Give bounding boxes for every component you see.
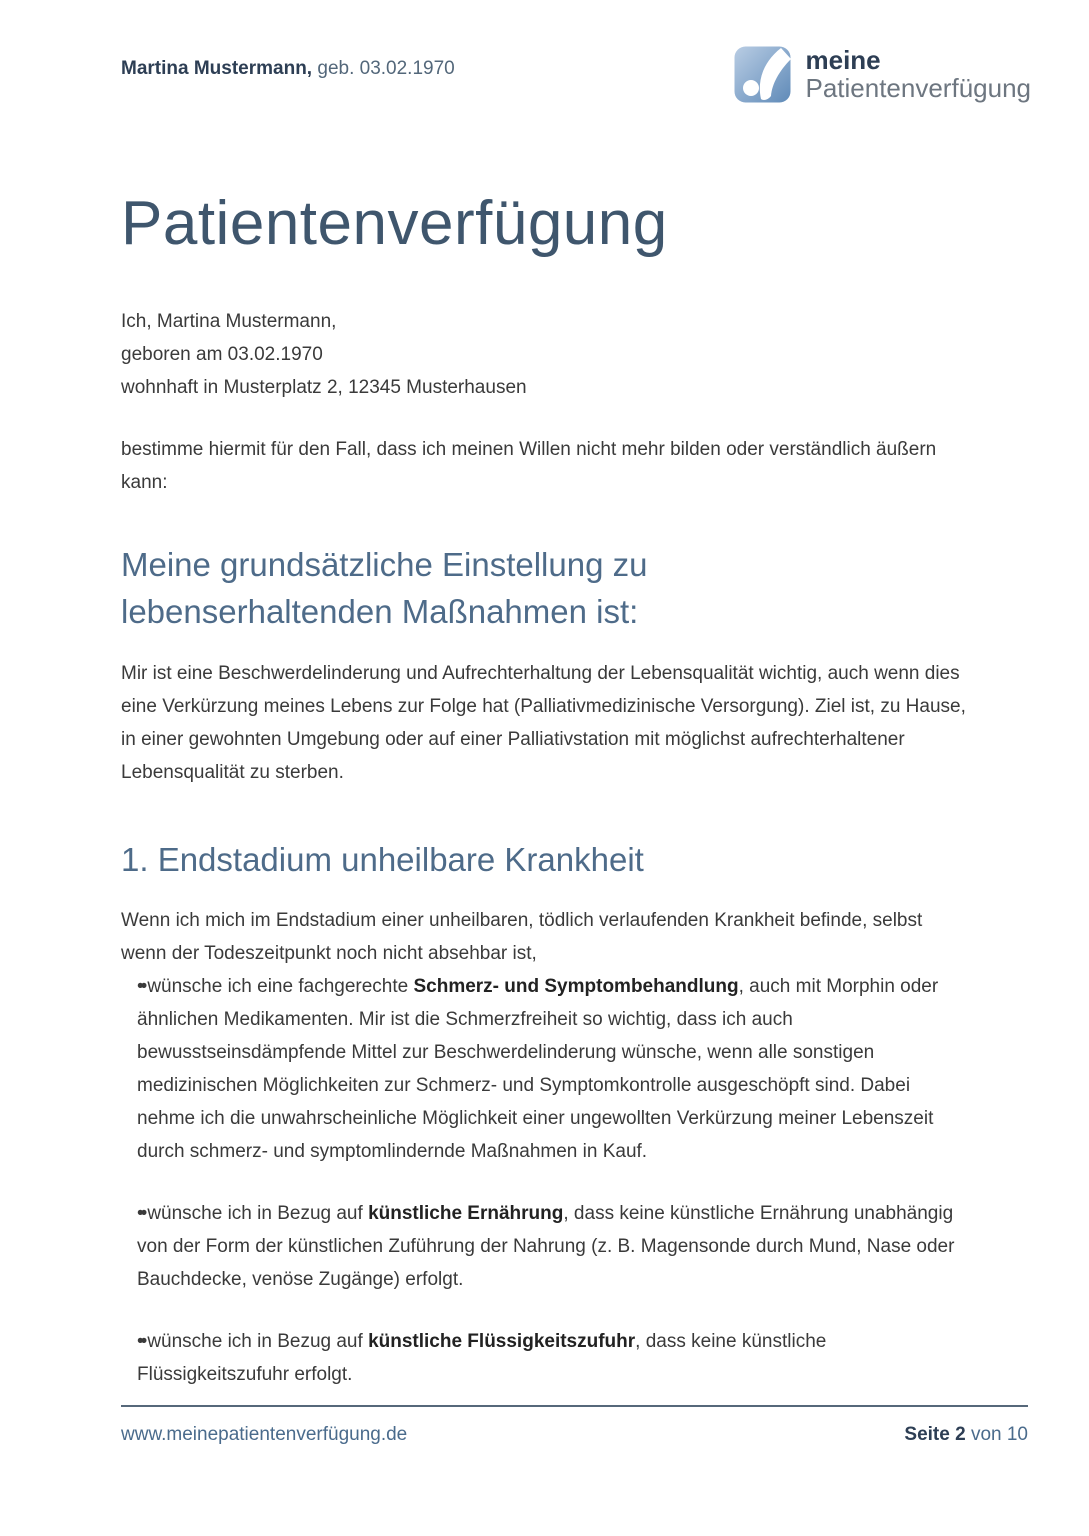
brand-logo <box>734 46 1031 103</box>
patient-header-line <box>121 46 455 80</box>
brand-logo-line2: Patientenverfügung <box>805 72 1031 103</box>
page-header <box>121 46 1031 103</box>
declarant-block <box>121 305 969 404</box>
document-body <box>121 305 969 1420</box>
footer-website-link[interactable]: www.meinepatientenverfügung.de <box>121 1424 408 1445</box>
footer-divider <box>121 1405 1028 1407</box>
bullet-icon: •• <box>137 1331 145 1352</box>
wish-text-pre: wünsche ich eine fachgerechte <box>147 976 414 997</box>
patient-name: Martina Mustermann, <box>121 58 313 79</box>
list-item <box>137 1325 969 1391</box>
section-heading-1: 1. Endstadium unheilbare Krankheit <box>121 841 644 878</box>
pen-nib-icon <box>734 46 791 103</box>
brand-logo-line1: meine <box>805 45 881 76</box>
wish-text-post: , auch mit Morphin oder ähnlichen Medikamenten. Mir ist die Schmerzfreiheit so wichtig, dass ich auch bewusstseinsdämpfende Mittel zur Beschwerdelinderung wünsche, wenn alle sonstigen medizinischen Möglichkeiten zur Schmerz- und Symptomkontrolle ausgeschöpft sind. Dabei nehme ich die unwahrscheinliche Möglichkeit einer ungewollten Verkürzung meiner Lebenszeit durch schmerz- und symptomlindernde Maßnahmen in Kauf. <box>137 976 939 1162</box>
wish-term: Schmerz- und Symptombehandlung <box>413 976 739 997</box>
bullet-icon: •• <box>137 1203 145 1224</box>
page-title: Patientenverfügung <box>121 189 668 258</box>
declaration-text: bestimme hiermit für den Fall, dass ich meinen Willen nicht mehr bilden oder verständlich äußern kann: <box>121 439 937 493</box>
page-number-total: von 10 <box>965 1424 1028 1445</box>
wish-text-pre: wünsche ich in Bezug auf <box>147 1331 369 1352</box>
declarant-line: wohnhaft in Musterplatz 2, 12345 Musterhausen <box>121 377 527 398</box>
declarant-line: Ich, Martina Mustermann, <box>121 311 337 332</box>
patient-birthdate: geb. 03.02.1970 <box>312 58 455 79</box>
wish-text-pre: wünsche ich in Bezug auf <box>147 1203 369 1224</box>
wish-list <box>137 970 969 1391</box>
wish-term: künstliche Flüssigkeitszufuhr <box>368 1331 636 1352</box>
section-heading-attitude: Meine grundsätzliche Einstellung zu lebenserhaltenden Maßnahmen ist: <box>121 546 648 630</box>
wish-text-post: , dass keine künstliche Ernährung unabhängig von der Form der künstlichen Zuführung der Nahrung (z. B. Magensonde durch Mund, Nase oder Bauchdecke, venöse Zugänge) erfolgt. <box>137 1203 955 1290</box>
section1-intro-text: Wenn ich mich im Endstadium einer unheilbaren, tödlich verlaufenden Krankheit befinde, selbst wenn der Todeszeitpunkt noch nicht absehbar ist, <box>121 910 923 964</box>
bullet-icon: •• <box>137 976 145 997</box>
wish-term: künstliche Ernährung <box>368 1203 564 1224</box>
page-footer <box>121 1405 1028 1446</box>
wish-text-post: , dass keine künstliche Flüssigkeitszufuhr erfolgt. <box>137 1331 827 1385</box>
declarant-line: geboren am 03.02.1970 <box>121 344 323 365</box>
page-number <box>904 1424 1028 1446</box>
attitude-body-text: Mir ist eine Beschwerdelinderung und Aufrechterhaltung der Lebensqualität wichtig, auch wenn dies eine Verkürzung meines Lebens zur Folge hat (Palliativmedizinische Versorgung). Ziel ist, zu Hause, in einer gewohnten Umgebung oder auf einer Palliativstation mit möglichst aufrechterhaltener Lebensqualität zu sterben. <box>121 663 966 783</box>
list-item <box>137 1197 969 1296</box>
brand-logo-text <box>805 47 1031 102</box>
list-item <box>137 970 969 1168</box>
page-number-current: Seite 2 <box>904 1424 966 1445</box>
